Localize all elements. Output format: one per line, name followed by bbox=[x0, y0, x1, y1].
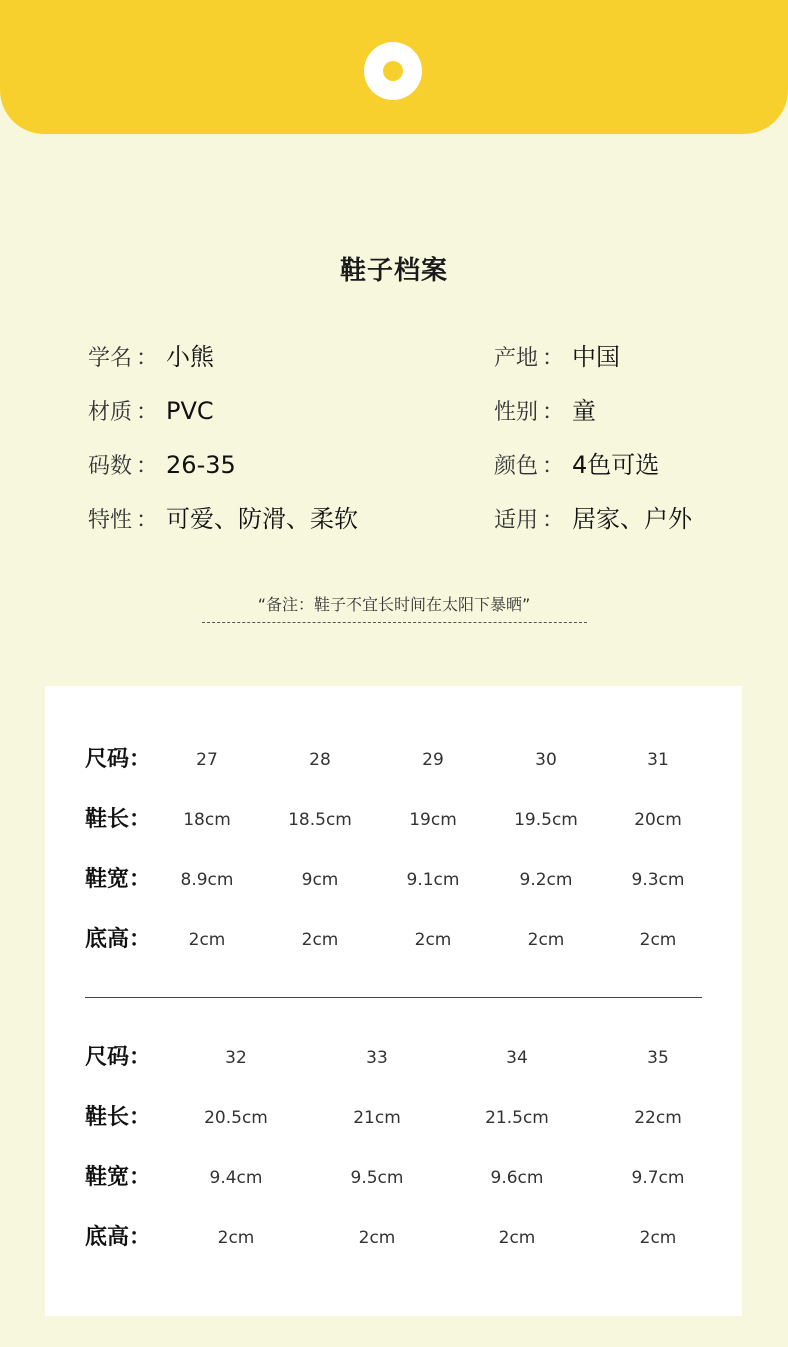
width-cell: 9.3cm bbox=[631, 870, 685, 890]
spec-name bbox=[88, 340, 214, 374]
size-cell: 32 bbox=[225, 1048, 247, 1068]
spec-value: 中国 bbox=[572, 343, 621, 371]
size-cell: 28 bbox=[309, 750, 331, 770]
sole-cell: 2cm bbox=[301, 930, 339, 950]
spec-colon: ： bbox=[542, 400, 565, 425]
sole-cell: 2cm bbox=[217, 1228, 255, 1248]
spec-value: 童 bbox=[572, 397, 597, 425]
length-cell: 21cm bbox=[353, 1108, 401, 1128]
spec-label: 码数 bbox=[88, 454, 133, 479]
ring-dot bbox=[383, 61, 403, 81]
spec-label: 特性 bbox=[88, 508, 133, 533]
note-underline bbox=[202, 622, 587, 623]
spec-sizes bbox=[88, 448, 236, 482]
size-chart-card bbox=[45, 686, 742, 1316]
top-banner bbox=[0, 0, 788, 134]
length-cell: 22cm bbox=[634, 1108, 682, 1128]
sole-cell: 2cm bbox=[498, 1228, 536, 1248]
spec-colon: ： bbox=[542, 508, 565, 533]
spec-feature bbox=[88, 502, 358, 536]
spec-label: 材质 bbox=[88, 400, 133, 425]
width-cell: 8.9cm bbox=[180, 870, 234, 890]
width-cell: 9.7cm bbox=[631, 1168, 685, 1188]
spec-value: 居家、户外 bbox=[572, 505, 693, 533]
spec-value: 26-35 bbox=[166, 451, 236, 479]
size-cell: 35 bbox=[647, 1048, 669, 1068]
sole-cell: 2cm bbox=[414, 930, 452, 950]
size-row-label: 尺码： bbox=[85, 747, 152, 772]
size-cell: 33 bbox=[366, 1048, 388, 1068]
spec-colon: ： bbox=[542, 454, 565, 479]
size-cell: 34 bbox=[506, 1048, 528, 1068]
length-cell: 18cm bbox=[183, 810, 231, 830]
spec-gender bbox=[494, 394, 596, 428]
spec-label: 性别 bbox=[494, 400, 539, 425]
spec-colon: ： bbox=[136, 346, 159, 371]
sole-row-label: 底高： bbox=[85, 1225, 152, 1250]
spec-colon: ： bbox=[542, 346, 565, 371]
sole-row-label: 底高： bbox=[85, 927, 152, 952]
length-cell: 21.5cm bbox=[485, 1108, 549, 1128]
size-row-label: 尺码： bbox=[85, 1045, 152, 1070]
size-cell: 29 bbox=[422, 750, 444, 770]
spec-value: 4色可选 bbox=[572, 451, 660, 479]
ring-icon bbox=[364, 42, 422, 100]
width-cell: 9cm bbox=[301, 870, 339, 890]
length-cell: 20.5cm bbox=[204, 1108, 268, 1128]
spec-colon: ： bbox=[136, 508, 159, 533]
width-row-label: 鞋宽： bbox=[85, 867, 152, 892]
spec-value: PVC bbox=[166, 397, 214, 425]
care-note: “备注：鞋子不宜长时间在太阳下暴晒” bbox=[257, 595, 531, 614]
spec-colon: ： bbox=[136, 400, 159, 425]
spec-color bbox=[494, 448, 659, 482]
size-cell: 30 bbox=[535, 750, 557, 770]
width-row-label: 鞋宽： bbox=[85, 1165, 152, 1190]
length-cell: 20cm bbox=[634, 810, 682, 830]
spec-label: 适用 bbox=[494, 508, 539, 533]
length-row-label: 鞋长： bbox=[85, 1105, 152, 1130]
sole-cell: 2cm bbox=[639, 1228, 677, 1248]
spec-label: 产地 bbox=[494, 346, 539, 371]
spec-value: 可爱、防滑、柔软 bbox=[166, 505, 359, 533]
length-cell: 19.5cm bbox=[514, 810, 578, 830]
spec-usage bbox=[494, 502, 692, 536]
spec-colon: ： bbox=[136, 454, 159, 479]
spec-material bbox=[88, 394, 214, 428]
spec-label: 颜色 bbox=[494, 454, 539, 479]
length-cell: 18.5cm bbox=[288, 810, 352, 830]
size-cell: 31 bbox=[647, 750, 669, 770]
spec-label: 学名 bbox=[88, 346, 133, 371]
width-cell: 9.4cm bbox=[209, 1168, 263, 1188]
sole-cell: 2cm bbox=[188, 930, 226, 950]
spec-origin bbox=[494, 340, 620, 374]
sole-cell: 2cm bbox=[527, 930, 565, 950]
page-title: 鞋子档案 bbox=[339, 256, 448, 286]
width-cell: 9.5cm bbox=[350, 1168, 404, 1188]
table-divider bbox=[85, 997, 702, 998]
spec-value: 小熊 bbox=[166, 343, 215, 371]
sole-cell: 2cm bbox=[639, 930, 677, 950]
width-cell: 9.1cm bbox=[406, 870, 460, 890]
width-cell: 9.2cm bbox=[519, 870, 573, 890]
size-cell: 27 bbox=[196, 750, 218, 770]
width-cell: 9.6cm bbox=[490, 1168, 544, 1188]
length-cell: 19cm bbox=[409, 810, 457, 830]
length-row-label: 鞋长： bbox=[85, 807, 152, 832]
sole-cell: 2cm bbox=[358, 1228, 396, 1248]
